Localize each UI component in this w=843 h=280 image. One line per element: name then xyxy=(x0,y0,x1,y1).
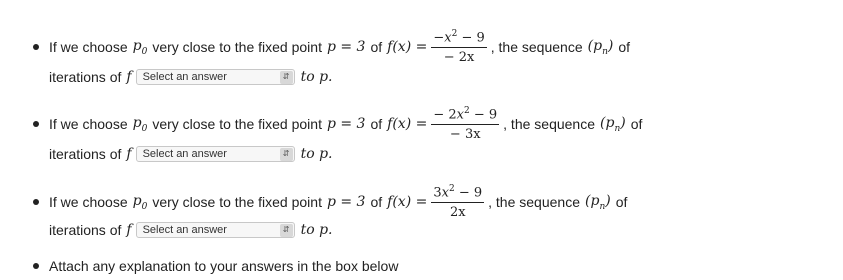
function-fraction xyxy=(431,106,499,142)
chevron-updown-icon: ⇵ xyxy=(280,224,293,237)
fraction-denominator: − 3x xyxy=(449,127,481,143)
text-the-sequence: , the sequence xyxy=(490,39,583,55)
function-label: f(x) = xyxy=(387,116,428,132)
item-3-line-2 xyxy=(49,221,332,239)
text-iterations-of: iterations of xyxy=(49,146,122,162)
function-symbol: f xyxy=(126,69,132,85)
item-2-line-2 xyxy=(49,145,332,163)
text-iterations-of: iterations of xyxy=(49,222,122,238)
select-value: Select an answer xyxy=(142,71,227,83)
explanation-instruction: Attach any explanation to your answers in the box below xyxy=(49,258,399,274)
text-to-p: to p. xyxy=(300,146,333,162)
answer-select-1[interactable] xyxy=(136,69,295,85)
text-of: of xyxy=(370,116,383,132)
text-of: of xyxy=(615,194,628,210)
text-fixed-point: very close to the fixed point xyxy=(152,194,322,210)
fraction-numerator: $3x^2 - 9$ xyxy=(431,184,484,203)
fraction-denominator: − 2x xyxy=(443,50,475,66)
bullet-icon xyxy=(33,199,39,205)
text-to-p: to p. xyxy=(300,69,333,85)
chevron-updown-icon: ⇵ xyxy=(280,148,293,161)
text-fixed-point: very close to the fixed point xyxy=(152,39,322,55)
fixed-point-value: p = 3 xyxy=(326,116,366,132)
fixed-point-value: p = 3 xyxy=(326,194,366,210)
bullet-icon xyxy=(33,44,39,50)
function-symbol: f xyxy=(126,146,132,162)
text-of: of xyxy=(370,39,383,55)
text-to-p: to p. xyxy=(300,222,333,238)
sequence-symbol: $(p_n)$ xyxy=(600,114,626,134)
answer-select-2[interactable] xyxy=(136,146,295,162)
sequence-symbol: $(p_n)$ xyxy=(587,37,614,57)
p0-symbol: $p_0$ xyxy=(132,114,148,134)
select-value: Select an answer xyxy=(142,148,227,160)
text-of: of xyxy=(370,194,383,210)
text-if-we-choose: If we choose xyxy=(49,194,128,210)
fixed-point-value: p = 3 xyxy=(326,39,366,55)
sequence-symbol: $(p_n)$ xyxy=(585,192,611,212)
item-3-line-1 xyxy=(49,182,627,222)
bullet-icon xyxy=(33,121,39,127)
bullet-icon xyxy=(33,263,39,269)
function-label: f(x) = xyxy=(387,39,428,55)
text-if-we-choose: If we choose xyxy=(49,39,128,55)
fraction-numerator: − $2x^2 - 9$ xyxy=(431,106,499,125)
p0-symbol: $p_0$ xyxy=(132,37,148,57)
item-2-line-1 xyxy=(49,104,642,144)
text-the-sequence: , the sequence xyxy=(503,116,596,132)
chevron-updown-icon: ⇵ xyxy=(280,71,293,84)
text-the-sequence: , the sequence xyxy=(488,194,580,210)
fraction-denominator: 2x xyxy=(449,205,466,221)
function-fraction xyxy=(431,29,486,65)
function-symbol: f xyxy=(126,222,132,238)
item-1-line-1 xyxy=(49,28,630,66)
text-of: of xyxy=(618,39,631,55)
answer-select-3[interactable] xyxy=(136,222,295,238)
text-if-we-choose: If we choose xyxy=(49,116,128,132)
function-fraction xyxy=(431,184,484,220)
function-label: f(x) = xyxy=(387,194,428,210)
text-of: of xyxy=(630,116,643,132)
text-fixed-point: very close to the fixed point xyxy=(152,116,322,132)
text-iterations-of: iterations of xyxy=(49,69,122,85)
fraction-numerator: $-x^2 - 9$ xyxy=(431,29,486,48)
p0-symbol: $p_0$ xyxy=(132,192,148,212)
item-1-line-2 xyxy=(49,68,332,86)
select-value: Select an answer xyxy=(142,224,227,236)
